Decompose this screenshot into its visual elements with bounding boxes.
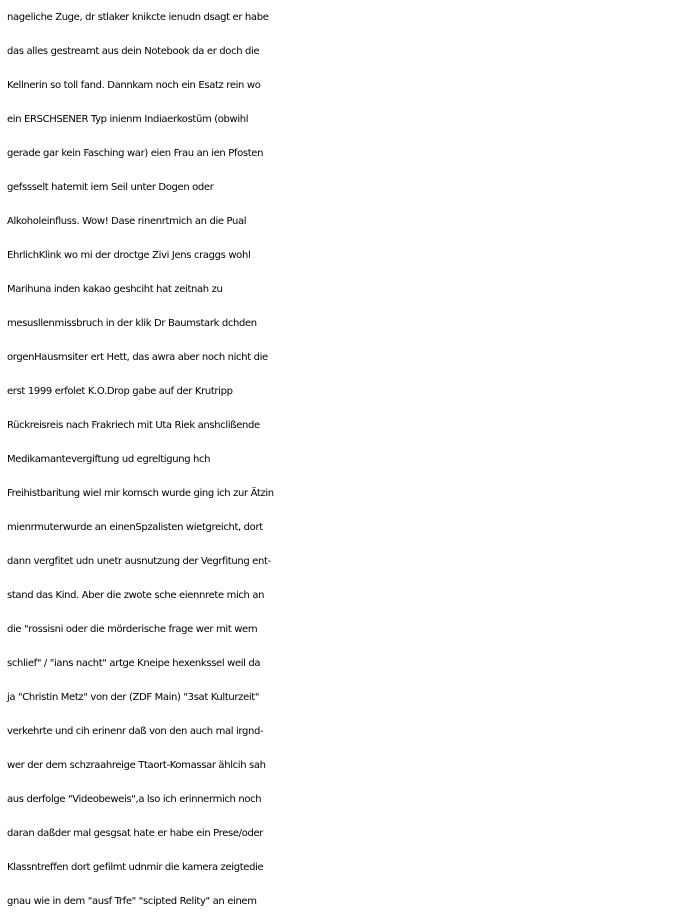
text-line: gerade gar kein Fasching war) eien Frau an ien Pfosten <box>7 148 264 159</box>
text-line: daran daßder mal gesgsat hate er habe ein Prese/oder <box>7 828 264 839</box>
text-line: nageliche Zuge, dr stlaker knikcte ienudn dsagt er habe <box>7 12 269 23</box>
text-line: dann vergfitet udn unetr ausnutzung der Vegrfitung ent- <box>7 556 271 567</box>
text-line: gefssselt hatemit iem Seil unter Dogen oder <box>7 182 214 193</box>
text-line: verkehrte und cih erinenr daß von den auch mal irgnd- <box>7 726 264 737</box>
text-line: Klassntreffen dort gefilmt udnmir die kamera zeigtedie <box>7 862 264 873</box>
text-line: wer der dem schzraahreige Ttaort-Komassar ählcih sah <box>7 760 266 771</box>
text-line: gnau wie in dem "ausf Trfe" "scipted Relity" an einem <box>7 896 257 907</box>
text-line: mienrmuterwurde an einenSpzalisten wietgreicht, dort <box>7 522 263 533</box>
text-line: Rückreisreis nach Frakriech mit Uta Riek anshclißende <box>7 420 260 431</box>
text-line: ja "Christin Metz" von der (ZDF Main) "3sat Kulturzeit" <box>7 692 260 703</box>
text-line: Medikamantevergiftung ud egreltigung hch <box>7 454 211 465</box>
text-line: erst 1999 erfolet K.O.Drop gabe auf der Krutripp <box>7 386 233 397</box>
text-line: ein ERSCHSENER Typ inienm Indiaerkostüm (obwihl <box>7 114 249 125</box>
text-line: das alles gestreamt aus dein Notebook da er doch die <box>7 46 260 57</box>
document-text <box>7 1 684 919</box>
text-line: EhrlichKlink wo mi der droctge Zivi Jens craggs wohl <box>7 250 251 261</box>
text-line: aus derfolge "Videobeweis",a lso ich erinnermich noch <box>7 794 262 805</box>
text-line: schlief" / "ians nacht" artge Kneipe hexenkssel weil da <box>7 658 261 669</box>
text-line: Freihistbaritung wiel mir komsch wurde ging ich zur Ätzin <box>7 488 274 499</box>
text-line: stand das Kind. Aber die zwote sche eiennrete mich an <box>7 590 265 601</box>
text-line: orgenHausmsiter ert Hett, das awra aber noch nicht die <box>7 352 268 363</box>
text-line: mesusllenmissbruch in der klik Dr Baumstark dchden <box>7 318 257 329</box>
text-line: die "rossisni oder die mörderische frage wer mit wem <box>7 624 258 635</box>
text-line: Alkoholeinfluss. Wow! Dase rinenrtmich an die Pual <box>7 216 247 227</box>
text-line: Marihuna inden kakao geshciht hat zeitnah zu <box>7 284 223 295</box>
text-line: Kellnerin so toll fand. Dannkam noch ein Esatz rein wo <box>7 80 261 91</box>
